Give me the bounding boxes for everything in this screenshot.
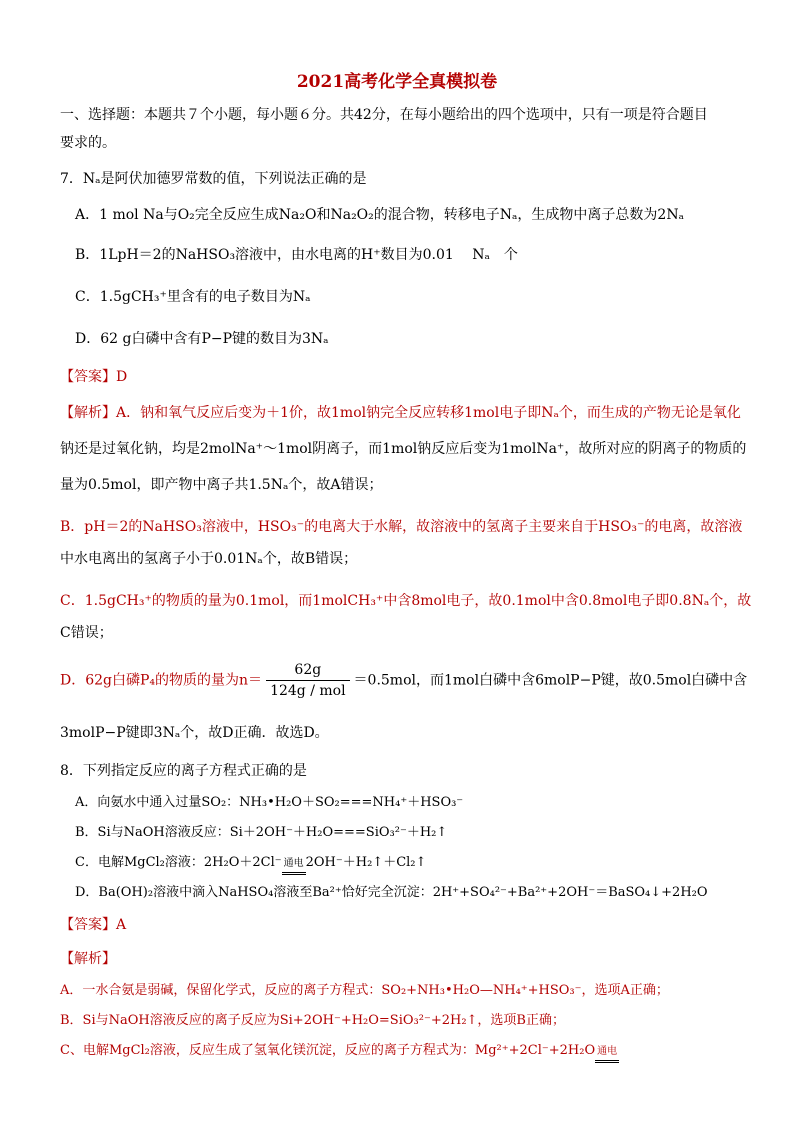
question-8-stem: 8．下列指定反应的离子方程式正确的是 bbox=[60, 763, 307, 779]
explanation-label: 【解析】 bbox=[60, 405, 116, 421]
question-7-explanation-a-line1 bbox=[60, 404, 744, 422]
explanation-d-suffix: ＝0.5mol，而1mol白磷中含6molP−P键，故0.5mol白磷中含 bbox=[353, 672, 748, 689]
question-7-option-c: C．1.5gCH₃⁺里含有的电子数目为Nₐ bbox=[75, 289, 311, 305]
explanation-d-prefix: D．62g白磷P₄的物质的量为n＝ bbox=[60, 672, 263, 689]
molar-fraction bbox=[266, 660, 349, 701]
question-8-explanation-a: A．一水合氨是弱碱，保留化学式，反应的离子方程式：SO₂+NH₃•H₂O—NH₄⁺+HSO₃⁻，选项A正确； bbox=[60, 983, 669, 998]
question-7-explanation-a-line2: 钠还是过氧化钠，均是2molNa⁺～1mol阴离子，而1mol钠反应后变为1molNa⁺，故所对应的阴离子的物质的 bbox=[60, 441, 747, 457]
question-7-option-b: B．1LpH＝2的NaHSO₃溶液中，由水电离的H⁺数目为0.01 Nₐ 个 bbox=[75, 247, 518, 263]
question-7-explanation-c-line2: C错误； bbox=[60, 625, 113, 641]
fraction-denominator: 124g / mol bbox=[270, 683, 346, 699]
section-instructions-line2: 要求的。 bbox=[60, 135, 116, 151]
electrolysis-condition-2: 通电 bbox=[595, 1043, 619, 1061]
question-7-option-d: D．62 g白磷中含有P−P键的数目为3Nₐ bbox=[75, 331, 329, 347]
explanation-c-prefix: C、电解MgCl₂溶液，反应生成了氢氧化镁沉淀，反应的离子方程式为：Mg²⁺+2Cl⁻+2H₂O bbox=[60, 1043, 596, 1058]
question-7-stem: 7．Nₐ是阿伏加德罗常数的值，下列说法正确的是 bbox=[60, 171, 367, 187]
section-instructions-line1: 一、选择题：本题共７个小题，每小题６分。共42分，在每小题给出的四个选项中，只有一项是符合题目 bbox=[60, 107, 708, 123]
question-7-explanation-d-line2: 3molP−P键即3Nₐ个，故D正确．故选D。 bbox=[60, 725, 329, 741]
electrolysis-condition: 通电 bbox=[282, 855, 306, 873]
option-c-suffix: 2OH⁻＋H₂↑＋Cl₂↑ bbox=[305, 855, 427, 870]
question-8-option-d: D．Ba(OH)₂溶液中滴入NaHSO₄溶液至Ba²⁺恰好完全沉淀：2H⁺+SO₄²⁻+Ba²⁺+2OH⁻＝BaSO₄↓+2H₂O bbox=[75, 885, 708, 900]
fraction-numerator: 62g bbox=[266, 660, 349, 681]
question-8-option-b: B．Si与NaOH溶液反应：Si＋2OH⁻＋H₂O===SiO₃²⁻＋H₂↑ bbox=[75, 825, 448, 840]
question-7-answer: 【答案】D bbox=[60, 369, 128, 385]
option-c-prefix: C．电解MgCl₂溶液：2H₂O＋2Cl⁻ bbox=[75, 855, 282, 870]
page-title: 2021高考化学全真模拟卷 bbox=[296, 72, 498, 92]
question-7-explanation-c-line1: C．1.5gCH₃⁺的物质的量为0.1mol，而1molCH₃⁺中含8mol电子，故0.1mol中含0.8mol电子即0.8Nₐ个，故 bbox=[60, 593, 752, 609]
question-7-option-a: A．1 mol Na与O₂完全反应生成Na₂O和Na₂O₂的混合物，转移电子Nₐ，生成物中离子总数为2Nₐ bbox=[75, 207, 684, 223]
question-8-explanation-b: B．Si与NaOH溶液反应的离子反应为Si+2OH⁻+H₂O=SiO₃²⁻+2H₂↑，选项B正确； bbox=[60, 1013, 565, 1028]
question-8-answer: 【答案】A bbox=[60, 917, 127, 933]
question-8-option-c bbox=[75, 854, 744, 873]
question-8-explanation-c bbox=[60, 1042, 744, 1061]
explanation-a-text: A．钠和氧气反应后变为＋1价，故1mol钠完全反应转移1mol电子即Nₐ个，而生成的产物无论是氧化 bbox=[116, 405, 741, 421]
question-7-explanation-a-line3: 量为0.5mol，即产物中离子共1.5Nₐ个，故A错误； bbox=[60, 477, 383, 493]
question-8-option-a: A．向氨水中通入过量SO₂：NH₃•H₂O＋SO₂===NH₄⁺＋HSO₃⁻ bbox=[75, 795, 464, 810]
question-7-explanation-b-line2: 中水电离出的氢离子小于0.01Nₐ个，故B错误； bbox=[60, 551, 358, 567]
question-8-explanation-label: 【解析】 bbox=[60, 951, 116, 967]
question-7-explanation-b-line1: B．pH＝2的NaHSO₃溶液中，HSO₃⁻的电离大于水解，故溶液中的氢离子主要来自于HSO₃⁻的电离，故溶液 bbox=[60, 519, 743, 535]
question-7-explanation-d-line1 bbox=[60, 660, 748, 701]
